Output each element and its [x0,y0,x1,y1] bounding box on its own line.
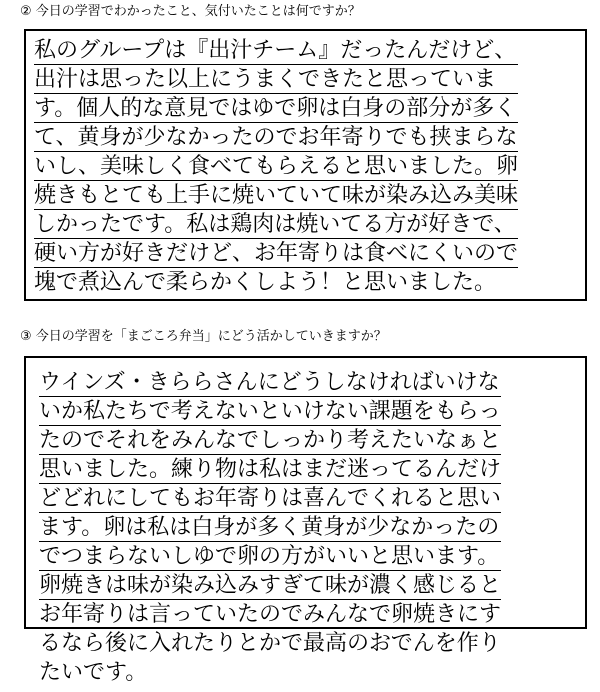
answer-3-line: お年寄りは言っていたのでみんなで卵焼きにす [39,602,502,627]
answer-3-text [39,368,501,687]
answer-3-line: でつまらないしゆで卵の方がいいと思います。 [39,544,500,569]
question-3-heading: ③ 今日の学習を「まごころ弁当」にどう活かしていきますか？ [20,329,387,344]
answer-2-line: しかったです。私は鶏肉は焼いてる方が好きで、 [34,210,518,239]
answer-2-text [34,36,518,297]
answer-3-line: たいです。 [39,660,148,685]
answer-2-line: 焼きもとても上手に焼いていて味が染み込み美味 [34,183,519,208]
answer-3-line: いか私たちで考えないといけない課題をもらっ [39,399,501,424]
question-2-heading: ② 今日の学習でわかったこと、気付いたことは何ですか？ [20,4,361,19]
answer-2-line: 出汁は思った以上にうまくできたと思っていま [34,65,518,94]
answer-3-line: どどれにしてもお年寄りは喜んでくれると思い [39,486,502,511]
answer-2-line: 硬い方が好きだけど、お年寄りは食べにくいので [34,241,519,266]
answer-2-line: す。個人的な意見ではゆで卵は白身の部分が多く [34,96,517,121]
answer-2-line: 塊で煮込んで柔らかくしよう！と思いました。 [34,270,497,295]
answer-3-line: ウインズ・きららさんにどうしなければいけな [39,370,500,395]
answer-2-line: いし、美味しく食べてもらえると思いました。卵 [34,154,519,179]
answer-3-line: たのでそれをみんなでしっかり考えたいなぁと [39,428,502,453]
answer-2-line: て、黄身が少なかったのでお年寄りでも挟まらな [34,125,518,150]
answer-3-line: ます。卵は私は白身が多く黄身が少なかったの [39,515,500,540]
answer-2-line: 私のグループは『出汁チーム』だったんだけど、 [34,38,517,63]
answer-3-line: 思いました。練り物は私はまだ迷ってるんだけ [39,457,502,482]
answer-3-line: るなら後に入れたりとかで最高のおでんを作り [39,631,501,656]
answer-3-line: 卵焼きは味が染み込みすぎて味が濃く感じると [39,573,502,598]
